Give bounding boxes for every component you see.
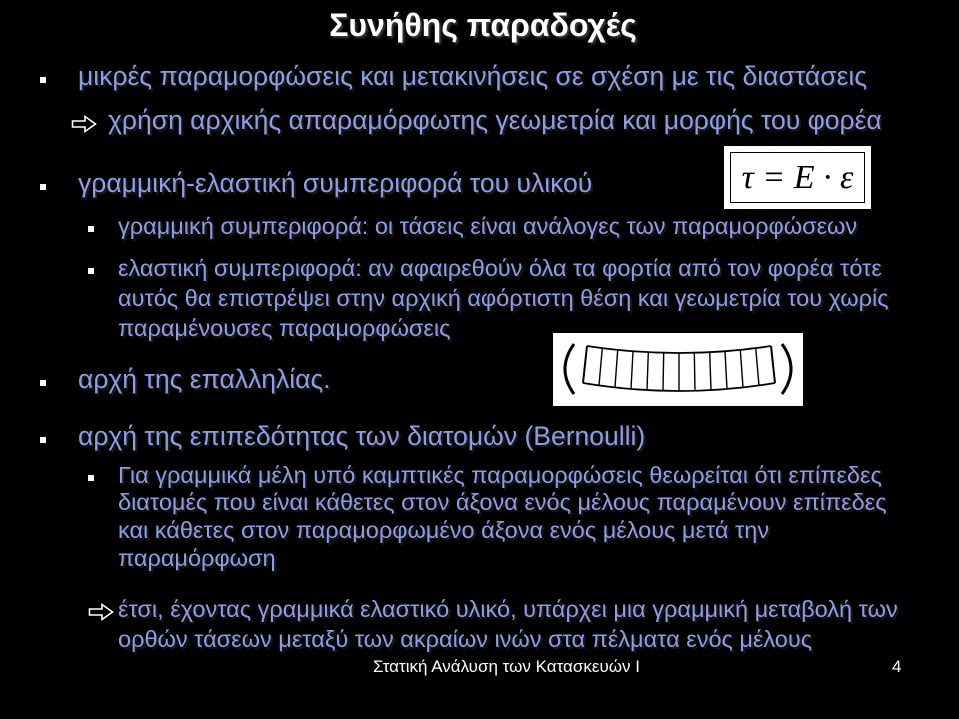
- square-bullet-icon: [40, 77, 46, 83]
- footer-course-title: Στατική Ανάλυση των Κατασκευών I: [373, 657, 640, 676]
- square-bullet-icon: [88, 475, 94, 481]
- sub-bullet-elastic-behavior-line-3: παραμένουσες παραμορφώσεις: [118, 315, 451, 341]
- beam-bending-figure: [553, 333, 803, 406]
- outline-arrow-icon: [88, 603, 114, 621]
- square-bullet-icon: [40, 184, 46, 190]
- consequence-line-1: έτσι, έχοντας γραμμικά ελαστικό υλικό, υπάρχει μια γραμμική μεταβολή των: [118, 596, 898, 622]
- right-moment-arc: [782, 344, 791, 394]
- slide-title: Συνήθης παραδοχές: [329, 7, 637, 43]
- sub-bullet-plane-sections-line-3: και κάθετες στον παραμορφωμένο άξονα ενός μέλους μετά την: [118, 517, 770, 543]
- formula-frame: [730, 152, 865, 203]
- sub-bullet-plane-sections-line-4: παραμόρφωση: [118, 545, 276, 571]
- cross-section-line: [631, 351, 633, 389]
- bullet-plane-sections: αρχή της επιπεδότητας των διατομών (Bernoulli): [78, 421, 646, 451]
- cross-section-line: [583, 346, 587, 383]
- sub-bullet-elastic-behavior-line-1: ελαστική συμπεριφορά: αν αφαιρεθούν όλα τα φορτία από τον φορέα τότε: [118, 255, 882, 281]
- bullet-superposition: αρχή της επαλληλίας.: [78, 364, 331, 394]
- outline-arrow-icon: [71, 115, 97, 133]
- cross-section-line: [647, 352, 648, 390]
- cross-section-line: [694, 353, 695, 391]
- sub-bullet-linear-behavior: γραμμική συμπεριφορά: οι τάσεις είναι ανάλογες των παραμορφώσεων: [118, 213, 858, 239]
- slide-number: 4: [892, 657, 902, 676]
- bullet-small-deformations: μικρές παραμορφώσεις και μετακινήσεις σε σχέση με τις διαστάσεις: [78, 61, 868, 91]
- bullet-linear-elastic: γραμμική-ελαστική συμπεριφορά του υλικού: [78, 168, 593, 198]
- formula-image: [724, 146, 871, 209]
- square-bullet-icon: [40, 380, 46, 386]
- sub-bullet-elastic-behavior-line-2: αυτός θα επιστρέψει στην αρχική αφόρτιστη θέση και γεωμετρία του χωρίς: [118, 285, 889, 311]
- cross-section-line: [740, 350, 743, 388]
- cross-section-line: [615, 350, 618, 388]
- beam-drawing: [553, 333, 803, 406]
- left-moment-arc: [565, 344, 574, 394]
- cross-section-line: [725, 351, 727, 389]
- square-bullet-icon: [88, 226, 94, 232]
- sub-bullet-plane-sections-line-2: διατομές που είναι κάθετες στον άξονα ενός μέλους παραμένουν επίπεδες: [118, 489, 887, 515]
- beam-top-edge: [587, 346, 771, 353]
- cross-section-line: [771, 346, 775, 383]
- consequence-line-2: ορθών τάσεων μεταξύ των ακραίων ινών στα πέλματα ενός μέλους: [118, 626, 813, 652]
- hooke-law-formula: τ = E · ε: [741, 158, 854, 196]
- cross-section-line: [756, 348, 759, 385]
- square-bullet-icon: [40, 437, 46, 443]
- square-bullet-icon: [88, 268, 94, 274]
- sub-point-undeformed-geometry: χρήση αρχικής απαραμόρφωτης γεωμετρία και μορφής του φορέα: [108, 105, 882, 135]
- cross-section-line: [599, 348, 602, 385]
- cross-section-line: [663, 353, 664, 391]
- sub-bullet-plane-sections-line-1: Για γραμμικά μέλη υπό καμπτικές παραμορφώσεις θεωρείται ότι επίπεδες: [118, 462, 882, 488]
- cross-section-line: [710, 352, 711, 390]
